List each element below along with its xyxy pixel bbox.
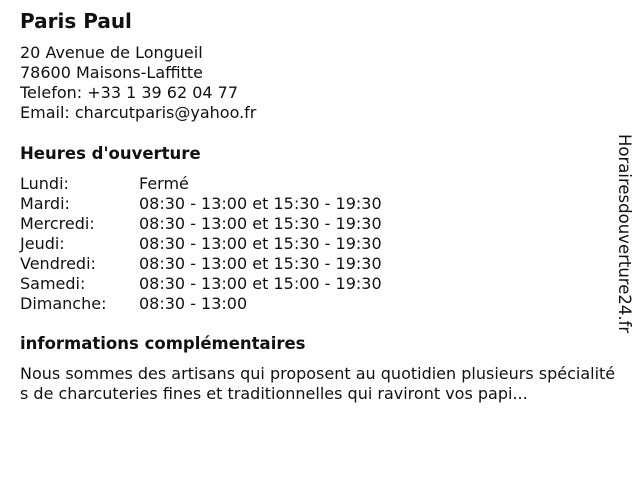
info-heading: informations complémentaires (20, 334, 306, 353)
time-value: 08:30 - 13:00 (139, 294, 248, 313)
description-text: Nous sommes des artisans qui proposent au quotidien plusieurs spécialités de charcuteries fines et traditionnelles qui raviront vos papi... (20, 364, 616, 403)
contact-block (20, 43, 256, 123)
day-label: Mercredi: (20, 214, 95, 233)
email-address[interactable]: Email: charcutparis@yahoo.fr (20, 103, 257, 122)
day-label: Jeudi: (20, 234, 65, 253)
business-name: Paris Paul (20, 9, 132, 33)
day-label: Samedi: (20, 274, 86, 293)
day-label: Vendredi: (20, 254, 96, 273)
city-address: 78600 Maisons-Laffitte (20, 63, 203, 82)
time-value: 08:30 - 13:00 et 15:30 - 19:30 (139, 234, 382, 253)
time-value: 08:30 - 13:00 et 15:30 - 19:30 (139, 254, 382, 273)
day-label: Lundi: (20, 174, 69, 193)
day-label: Dimanche: (20, 294, 107, 313)
time-value: 08:30 - 13:00 et 15:30 - 19:30 (139, 214, 382, 233)
hours-heading: Heures d'ouverture (20, 144, 201, 163)
site-watermark: Horairesdouverture24.fr (615, 134, 634, 334)
time-value: Fermé (139, 174, 189, 193)
phone-number[interactable]: Telefon: +33 1 39 62 04 77 (20, 83, 239, 102)
time-value: 08:30 - 13:00 et 15:30 - 19:30 (139, 194, 382, 213)
time-value: 08:30 - 13:00 et 15:00 - 19:30 (139, 274, 382, 293)
street-address: 20 Avenue de Longueil (20, 43, 203, 62)
day-label: Mardi: (20, 194, 70, 213)
